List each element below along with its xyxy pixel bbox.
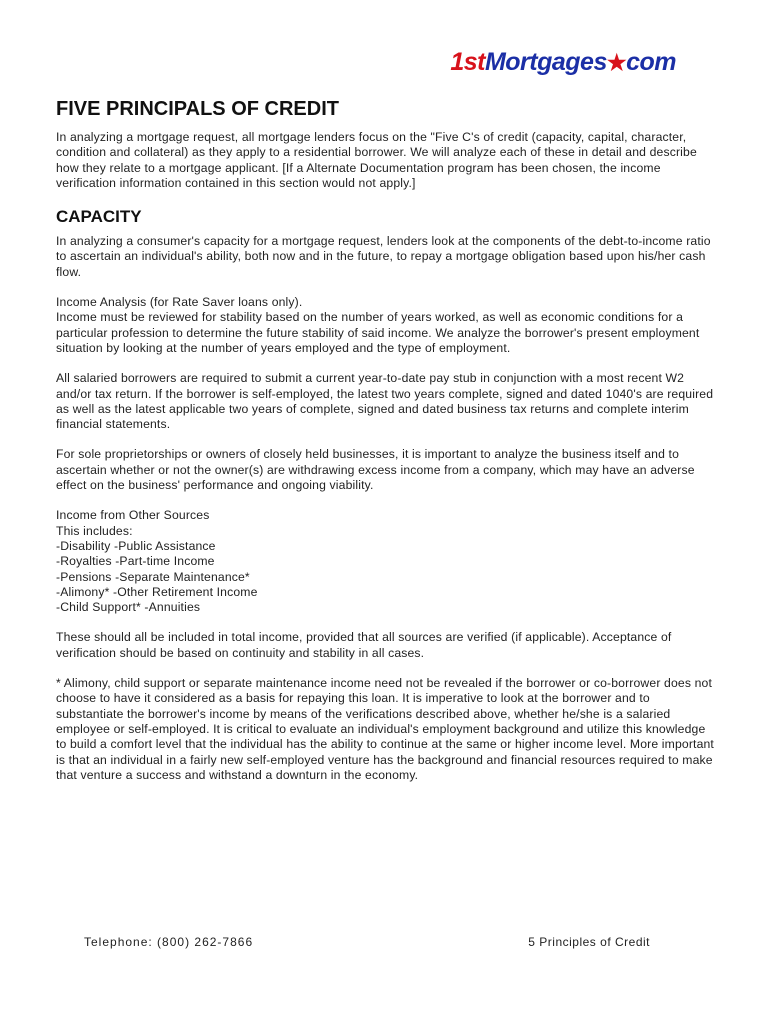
- list-item: -Alimony* -Other Retirement Income: [56, 584, 258, 599]
- footer-page-title: 5 Principles of Credit: [528, 935, 650, 949]
- other-sources-intro: This includes:: [56, 523, 133, 538]
- capacity-heading: CAPACITY: [56, 207, 142, 227]
- salaried-paragraph: All salaried borrowers are required to submit a current year-to-date pay stub in conjunction with a most recent W2 and/or tax return. If the borrower is self-employed, the latest two years complete, signed and dated 1040's are required as well as the latest applicable two years of complete, signed and dated business tax returns and complete interim financial statements.: [56, 371, 714, 432]
- star-icon: ★: [606, 50, 627, 75]
- income-analysis-paragraph: [56, 295, 716, 356]
- list-item: -Pensions -Separate Maintenance*: [56, 569, 250, 584]
- logo-middle: Mortgages: [484, 48, 607, 76]
- capacity-paragraph: In analyzing a consumer's capacity for a mortgage request, lenders look at the components of the debt-to-income ratio to ascertain an individual's ability, both now and in the future, to repay a mortgage obligation based upon his/her cash flow.: [56, 234, 711, 279]
- page-title: FIVE PRINCIPALS OF CREDIT: [56, 98, 339, 120]
- income-analysis-text: Income must be reviewed for stability based on the number of years worked, as well as economic conditions for a particular profession to determine the future stability of said income. We analyze the borrower's present employment situation by looking at the number of years employed and the type of employment.: [56, 310, 700, 355]
- list-item: -Disability -Public Assistance: [56, 538, 216, 553]
- list-item: -Child Support* -Annuities: [56, 600, 201, 615]
- income-analysis-label: Income Analysis (for Rate Saver loans only).: [56, 295, 303, 310]
- total-income-paragraph: These should all be included in total income, provided that all sources are verified (if applicable). Acceptance of verification should be based on continuity and stability in all cases.: [56, 630, 672, 660]
- intro-paragraph: In analyzing a mortgage request, all mortgage lenders focus on the "Five C's of credit (capacity, capital, character, condition and collateral) as they apply to a residential borrower. We will analyze each of these in detail and describe how they relate to a mortgage applicant. [If a Alternate Documentation program has been chosen, the income verification information contained in this section would not apply.]: [56, 130, 697, 190]
- footnote-paragraph: * Alimony, child support or separate maintenance income need not be revealed if the borrower or co-borrower does not choose to have it considered as a basis for repaying this loan. It is imperative to look at the borrower and to substantiate the borrower's income by means of the verifications described above, whether he/she is a salaried employee or self-employed. It is critical to evaluate an individual's employment background and utilize this knowledge to build a comfort level that the individual has the ability to continue at the same or higher income level. More important is that an individual in a fairly new self-employed venture has the background and financial resources required to make that venture a success and withstand a downturn in the economy.: [56, 676, 714, 782]
- list-item: -Royalties -Part-time Income: [56, 554, 215, 569]
- document-body: [56, 96, 716, 798]
- logo-suffix: com: [626, 48, 676, 76]
- logo-prefix: 1st: [450, 48, 485, 76]
- telephone-text: Telephone: (800) 262-7866: [84, 935, 254, 949]
- other-sources-label: Income from Other Sources: [56, 508, 210, 523]
- sole-proprietors-paragraph: For sole proprietorships or owners of closely held businesses, it is important to analyze the business itself and to ascertain whether or not the owner(s) are withdrawing excess income from a company, which may have an adverse effect on the business' performance and ongoing viability.: [56, 447, 695, 493]
- company-logo: [450, 47, 676, 78]
- other-sources-paragraph: [56, 508, 716, 615]
